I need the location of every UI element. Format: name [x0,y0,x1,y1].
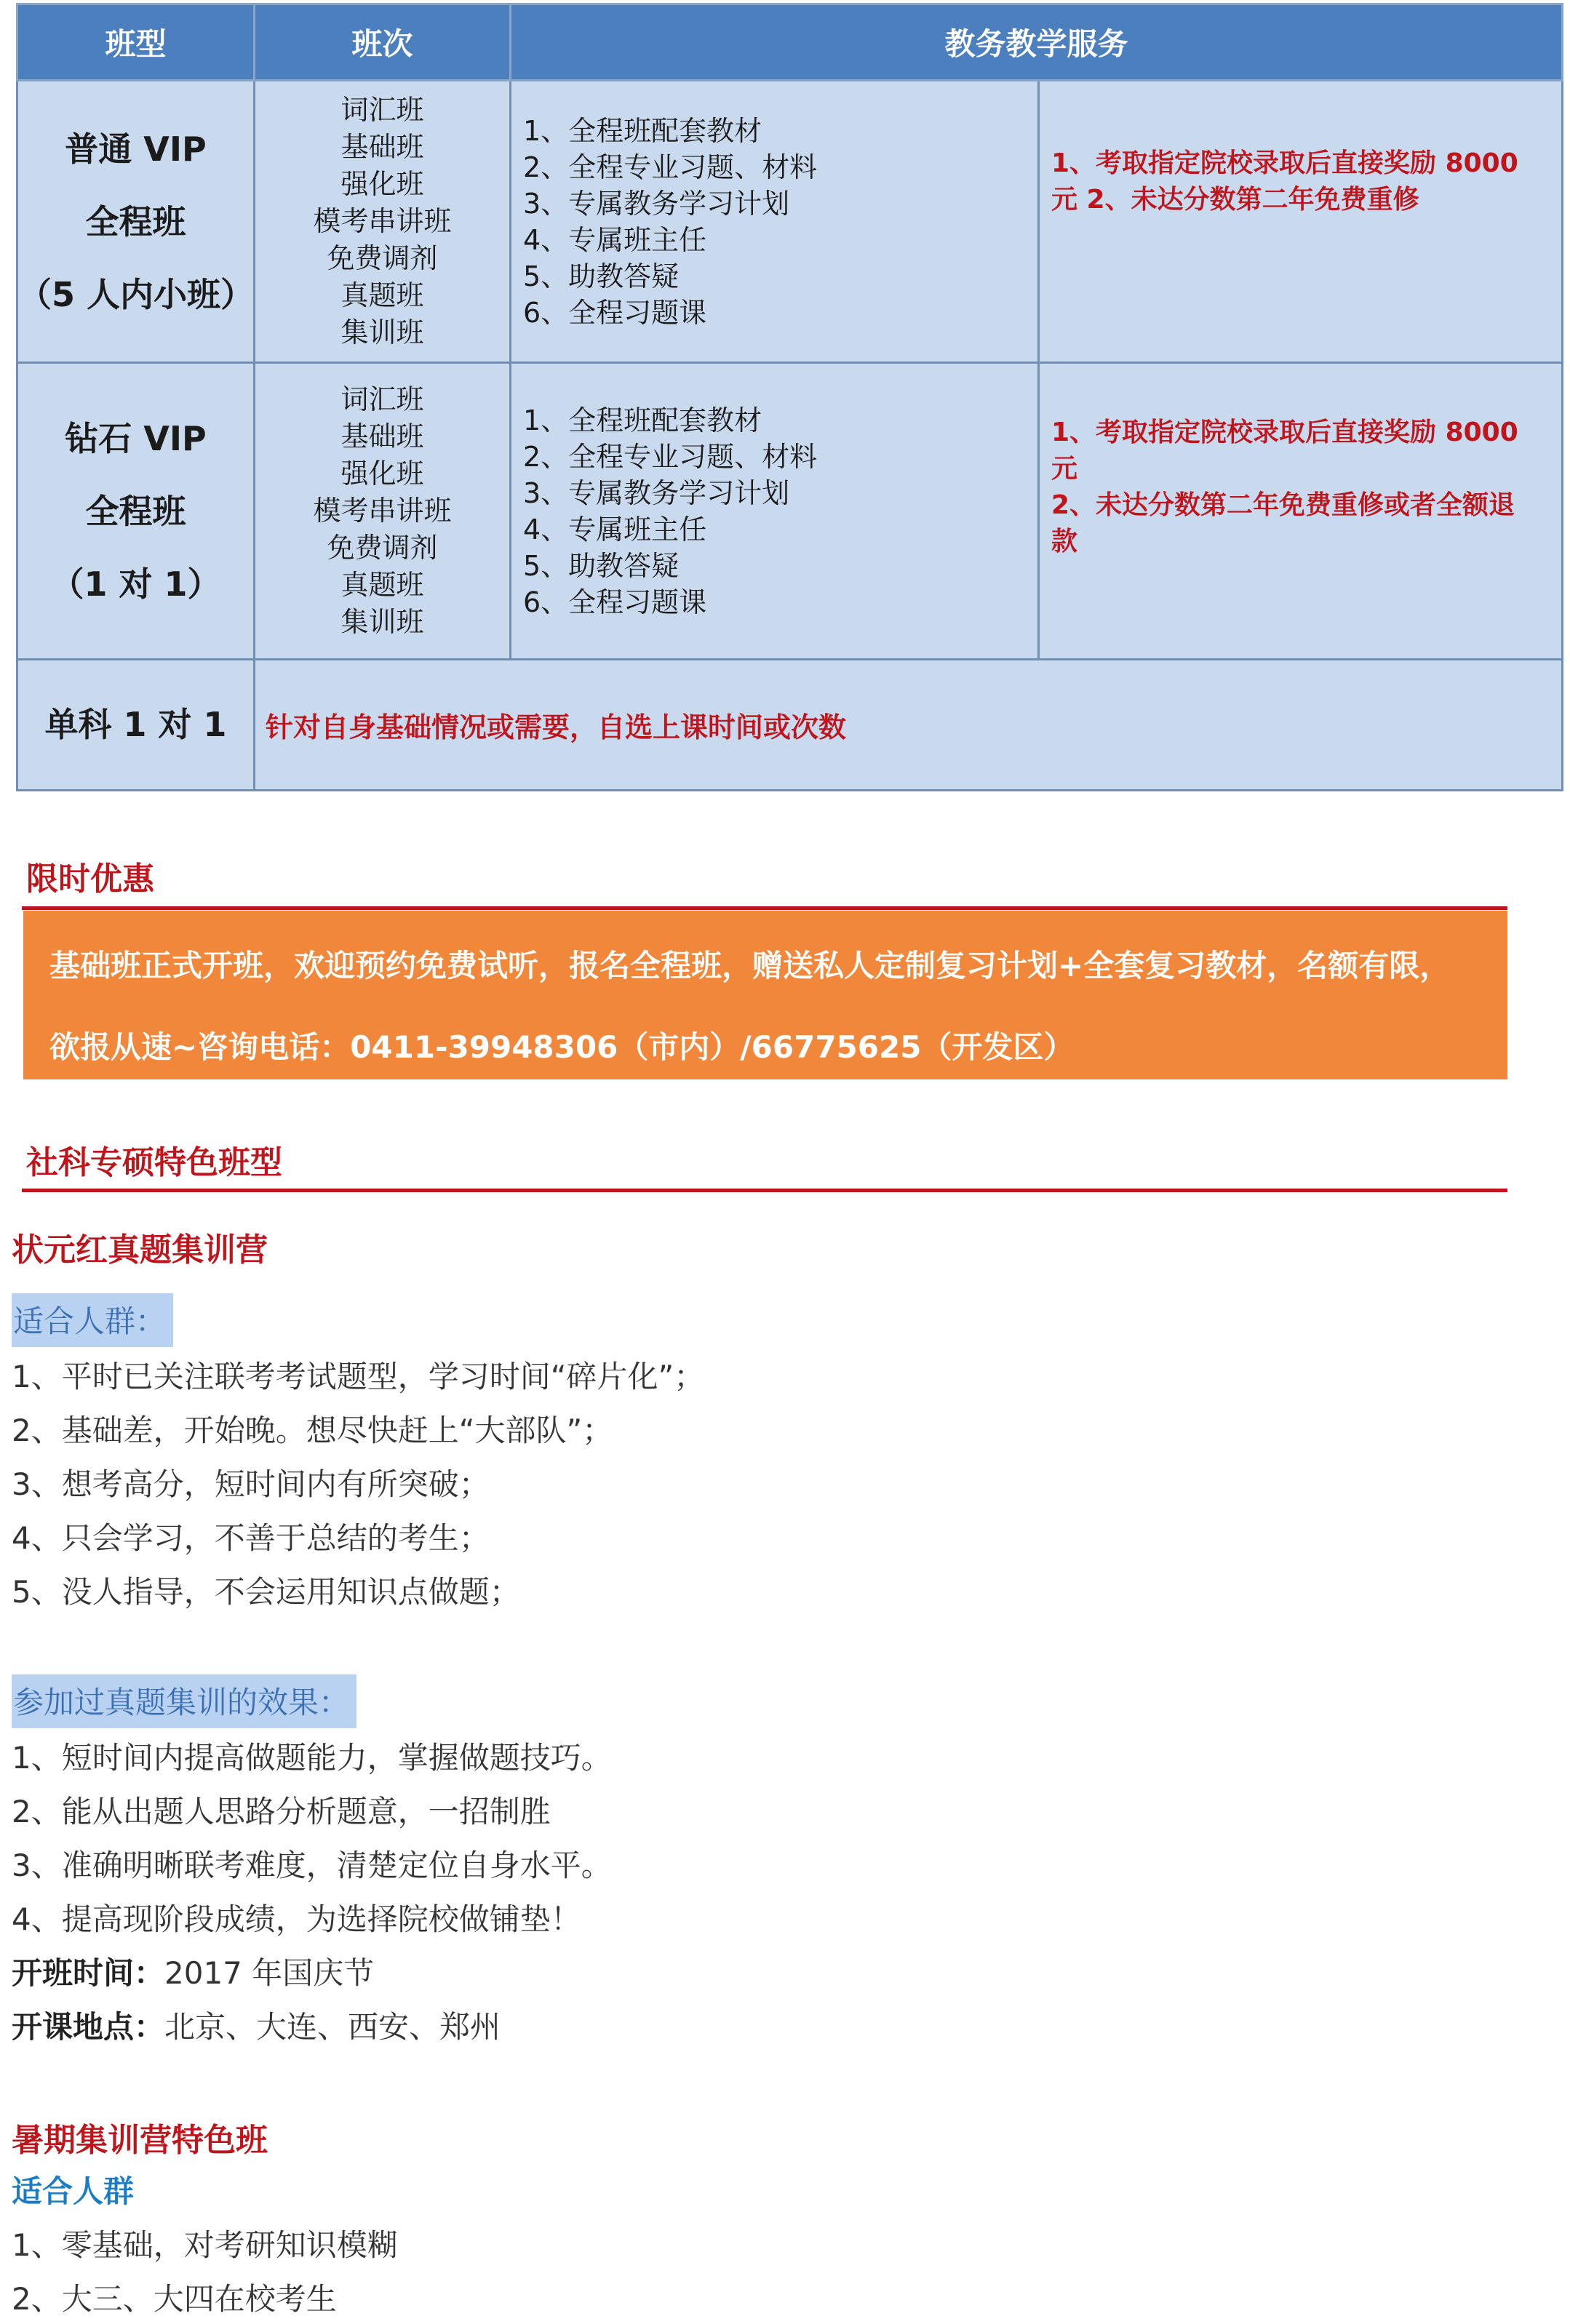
reward-line: 2、未达分数第二年免费重修或者全额退 [1051,490,1515,520]
camp1-start-time-value: 2017 年国庆节 [164,1955,375,1991]
camp1-effect-item: 3、准确明晰联考难度，清楚定位自身水平。 [12,1848,612,1883]
reward-cell [1039,81,1563,363]
session-item: 强化班 [340,458,424,490]
session-item: 基础班 [340,420,424,452]
camp1-location [12,2003,501,2047]
camp1-start-time-label: 开班时间： [12,1955,165,1991]
single-class-desc-cell: 针对自身基础情况或需要，自选上课时间或次数 [255,660,1563,791]
service-item: 4、专属班主任 [523,513,707,546]
camp1-audience-item: 4、只会学习，不善于总结的考生； [12,1520,490,1556]
camp1-location-value: 北京、大连、西安、郑州 [164,2009,501,2045]
reward-line: 1、考取指定院校录取后直接奖励 8000 [1051,148,1518,178]
camp1-effect-item: 1、短时间内提高做题能力，掌握做题技巧。 [12,1740,612,1776]
course-table [16,3,1563,791]
class-type-line: 全程班 [85,201,186,241]
table-header-row [17,4,1563,81]
class-type-line: 全程班 [85,491,186,531]
header-class-type: 班型 [17,4,255,81]
promo-line: 欲报从速~咨询电话：0411-39948306（市内）/66775625（开发区） [49,1029,1075,1065]
table-row [17,81,1563,363]
session-item: 免费调剂 [327,532,438,564]
session-item: 词汇班 [340,94,424,126]
service-item: 1、全程班配套教材 [523,114,762,147]
camp2-audience-label: 适合人群 [12,2173,135,2209]
service-item: 3、专属教务学习计划 [523,187,790,220]
camp1-audience-item: 3、想考高分，短时间内有所突破； [12,1466,490,1502]
camp1-title: 状元红真题集训营 [12,1231,268,1269]
service-item: 6、全程习题课 [523,296,707,329]
reward-line: 元 [1051,454,1078,484]
service-item: 2、全程专业习题、材料 [523,440,818,473]
camp2-audience-item: 1、零基础，对考研知识模糊 [12,2227,398,2263]
service-item: 5、助教答疑 [523,549,680,582]
service-item: 5、助教答疑 [523,260,680,292]
header-class-sessions: 班次 [255,4,511,81]
camp1-audience-item: 1、平时已关注联考考试题型，学习时间“碎片化”； [12,1359,705,1394]
camp1-start-time [12,1949,374,1993]
camp1-effect-item: 2、能从出题人思路分析题意，一招制胜 [12,1794,551,1829]
reward-line: 1、考取指定院校录取后直接奖励 8000 [1051,418,1518,447]
reward-cell [1039,363,1563,660]
promo-title: 限时优惠 [26,860,154,898]
session-item: 免费调剂 [327,242,438,274]
camp2-title: 暑期集训营特色班 [12,2122,268,2159]
reward-line: 元 2、未达分数第二年免费重修 [1051,185,1419,215]
promo-line: 基础班正式开班，欢迎预约免费试听，报名全程班，赠送私人定制复习计划+全套复习教材，名额有限， [49,948,1451,983]
camp1-effect-item: 4、提高现阶段成绩，为选择院校做铺垫！ [12,1901,581,1937]
camp1-audience-item: 5、没人指导，不会运用知识点做题； [12,1574,520,1610]
class-type-line: 普通 VIP [65,129,207,169]
service-item: 6、全程习题课 [523,586,707,618]
session-item: 基础班 [340,131,424,163]
single-class-type-cell: 单科 1 对 1 [17,660,255,791]
camp1-effect-label: 参加过真题集训的效果： [12,1674,356,1728]
service-item: 1、全程班配套教材 [523,404,762,436]
camp2-audience-item: 2、大三、大四在校考生 [12,2281,337,2317]
header-services: 教务教学服务 [511,4,1563,81]
class-sessions-cell [255,81,511,363]
class-type-cell [17,81,255,363]
class-type-line: 钻石 VIP [65,418,207,458]
class-sessions-cell [255,363,511,660]
session-item: 强化班 [340,168,424,200]
session-item: 模考串讲班 [313,205,452,237]
session-item: 真题班 [340,569,424,601]
service-item: 3、专属教务学习计划 [523,476,790,509]
special-section-title: 社科专硕特色班型 [26,1144,282,1181]
session-item: 集训班 [340,606,424,638]
class-type-line: （5 人内小班） [18,274,255,314]
camp1-audience-item: 2、基础差，开始晚。想尽快赶上“大部队”； [12,1413,613,1448]
special-divider [22,1189,1507,1192]
promo-divider [22,906,1507,910]
table-row [17,660,1563,791]
camp1-audience-label: 适合人群： [12,1293,173,1347]
session-item: 词汇班 [340,383,424,415]
class-type-line: （1 对 1） [50,564,221,604]
reward-line: 款 [1051,527,1078,556]
services-cell [511,363,1039,660]
camp1-location-label: 开课地点： [12,2009,165,2045]
promo-box [23,911,1507,1079]
session-item: 真题班 [340,279,424,311]
session-item: 集训班 [340,316,424,348]
table-row [17,363,1563,660]
class-type-cell [17,363,255,660]
service-item: 2、全程专业习题、材料 [523,151,818,183]
service-item: 4、专属班主任 [523,223,707,256]
session-item: 模考串讲班 [313,495,452,527]
services-cell [511,81,1039,363]
